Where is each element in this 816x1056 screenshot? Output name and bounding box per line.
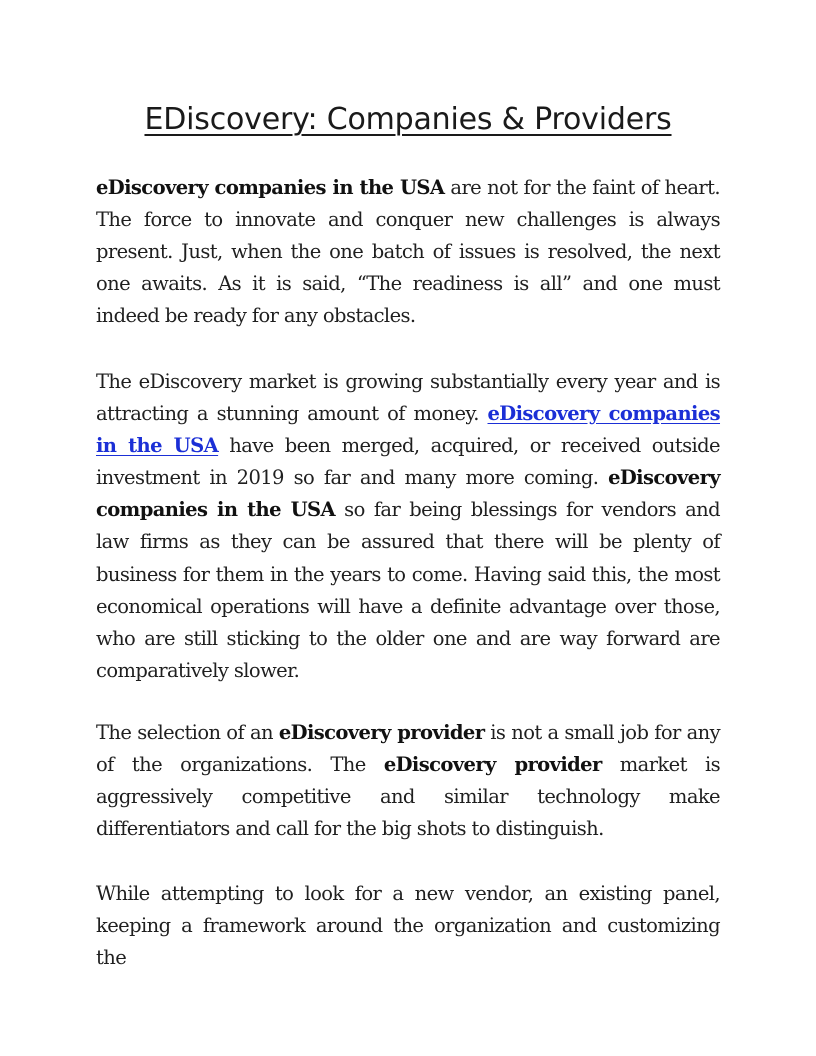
paragraph-3 bbox=[96, 717, 720, 845]
paragraph-text: market is aggressively competitive and similar technology make differentiators and call for the big shots to distinguish. bbox=[96, 753, 720, 841]
bold-phrase: eDiscovery provider bbox=[278, 721, 485, 744]
bold-phrase: eDiscovery companies in the USA bbox=[96, 466, 720, 522]
bold-phrase: eDiscovery companies in the USA bbox=[96, 176, 445, 199]
paragraph-1 bbox=[96, 172, 720, 332]
ediscovery-companies-link[interactable]: eDiscovery companies in the USA bbox=[96, 402, 721, 458]
paragraph-text: are not for the faint of heart. The force to innovate and conquer new challenges is always present. Just, when the one batch of issues is resolved, the next one awaits. As it is said, “The readiness is all” and one must indeed be ready for any obstacles. bbox=[96, 176, 720, 328]
paragraph-text: have been merged, acquired, or received outside investment in 2019 so far and many more coming. bbox=[96, 434, 720, 490]
page-title: EDiscovery: Companies & Providers bbox=[144, 102, 672, 137]
paragraph-4 bbox=[96, 878, 720, 974]
paragraph-2 bbox=[96, 366, 720, 687]
paragraph-text: The selection of an bbox=[96, 721, 279, 744]
paragraph-text: The eDiscovery market is growing substantially every year and is attracting a stunning amount of money. bbox=[96, 370, 720, 426]
paragraph-text: is not a small job for any of the organizations. The bbox=[96, 721, 720, 777]
paragraph-text: so far being blessings for vendors and law firms as they can be assured that there will be plenty of business for them in the years to come. Having said this, the most economical operations will have a definite advantage over those, who are still sticking to the older one and are way forward are comparatively slower. bbox=[96, 498, 720, 682]
paragraph-text: While attempting to look for a new vendor, an existing panel, keeping a framework around the organization and customizing the bbox=[96, 882, 720, 970]
bold-phrase: eDiscovery provider bbox=[383, 753, 602, 777]
